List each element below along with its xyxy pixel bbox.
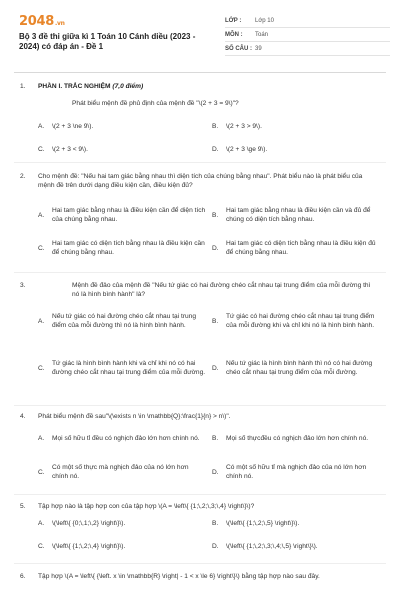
option-letter: A.: [38, 317, 45, 325]
question-stem: Mệnh đề đảo của mệnh đề "Nếu tứ giác có hai đường chéo cắt nhau tại trung điểm của mỗi đường thì nó là hình bình hành" là?: [72, 282, 371, 298]
option-b[interactable]: [212, 434, 380, 443]
option-text: Có một số hữu tỉ mà nghịch đảo của nó lớn hơn chính nó.: [226, 464, 367, 480]
option-text: \(\left\{ {1;\,2;\,4} \right\}\).: [52, 543, 126, 550]
option-text: Hai tam giác có diện tích bằng nhau là điều kiện đủ để chúng bằng nhau.: [226, 240, 376, 256]
option-letter: C.: [38, 146, 45, 153]
meta-row-class: [225, 14, 390, 28]
question-divider: [14, 272, 386, 273]
option-letter: A.: [38, 435, 45, 442]
question-number: 6.: [20, 573, 26, 580]
option-letter: B.: [212, 520, 219, 527]
option-b[interactable]: [212, 206, 380, 224]
option-b[interactable]: [212, 519, 380, 528]
meta-key: MÔN :: [225, 31, 243, 38]
site-logo[interactable]: [19, 14, 65, 29]
option-letter: C.: [38, 543, 45, 550]
option-letter: A.: [38, 211, 45, 219]
option-letter: B.: [212, 123, 219, 130]
option-b[interactable]: [212, 122, 372, 131]
section-points: (7,0 điểm): [112, 83, 144, 90]
question-number: 3.: [20, 282, 26, 289]
document-header: [0, 0, 400, 62]
option-a[interactable]: [38, 122, 198, 131]
option-letter: D.: [212, 364, 219, 372]
meta-key: SỐ CÂU :: [225, 45, 252, 52]
option-text: Tứ giác là hình bình hành khi và chỉ khi nó có hai đường chéo cắt nhau tại trung điểm của mỗi đường.: [52, 360, 206, 376]
option-text: \(\left\{ {1;\,2;\,5} \right\}\).: [226, 520, 300, 527]
option-c[interactable]: [38, 239, 208, 257]
question-stem: Phát biểu mệnh đề phủ định của mệnh đề "\(2 + 3 = 9\)"?: [72, 100, 239, 107]
option-b[interactable]: [212, 312, 380, 330]
question-stem: Tập hợp \(A = \left\{ {\left. x \in \mathbb{R} \right| - 1 < x \le 6} \right\}\) bằng tập hợp nào sau đây.: [38, 573, 320, 580]
section-title: PHẦN I. TRẮC NGHIỆM (7,0 điểm): [38, 83, 144, 90]
option-letter: D.: [212, 543, 219, 550]
option-text: \(2 + 3 > 9\).: [226, 123, 262, 130]
logo-text: 2048: [19, 14, 54, 29]
document-title: Bộ 3 đề thi giữa kì 1 Toán 10 Cánh diều (2023 - 2024) có đáp án - Đề 1: [19, 32, 196, 51]
option-letter: D.: [212, 468, 219, 476]
option-letter: C.: [38, 244, 45, 252]
option-c[interactable]: [38, 542, 198, 551]
meta-value: Lớp 10: [255, 17, 274, 24]
option-c[interactable]: [38, 145, 198, 154]
meta-row-count: [225, 42, 390, 56]
meta-table: [225, 14, 390, 56]
option-d[interactable]: [212, 239, 380, 257]
option-c[interactable]: [38, 359, 206, 377]
option-letter: C.: [38, 468, 45, 476]
question-divider: [14, 494, 386, 495]
option-text: Tứ giác có hai đường chéo cắt nhau tại trung điểm của mỗi đường khi và chỉ khi nó là hình bình hành.: [226, 313, 375, 329]
option-text: \(2 + 3 < 9\).: [52, 146, 88, 153]
question-divider: [14, 563, 386, 564]
question-stem: Cho mệnh đề: "Nếu hai tam giác bằng nhau thì diện tích của chúng bằng nhau". Phát biểu nào là phát biểu của mệnh đề trên dưới dạng điều kiện cần, điều kiện đủ?: [38, 173, 363, 189]
option-a[interactable]: [38, 312, 206, 330]
option-text: \(\left\{ {0;\,1;\,2} \right\}\).: [52, 520, 126, 527]
section-number: 1.: [20, 83, 26, 90]
option-text: Mọi số thựcđều có nghịch đảo lớn hơn chính nó.: [226, 435, 369, 442]
option-text: Hai tam giác bằng nhau là điều kiện cần để diện tích của chúng bằng nhau.: [52, 207, 206, 223]
option-text: \(2 + 3 \ge 9\).: [226, 146, 268, 153]
option-text: \(2 + 3 \ne 9\).: [52, 123, 94, 130]
option-letter: D.: [212, 146, 219, 153]
option-a[interactable]: [38, 519, 198, 528]
option-text: Mọi số hữu tỉ đều có nghịch đảo lớn hơn chính nó.: [52, 435, 200, 442]
question-number: 2.: [20, 173, 26, 180]
question-divider: [14, 405, 386, 406]
option-text: \(\left\{ {1;\,2;\,3;\,4;\,5} \right\}\).: [226, 543, 318, 550]
option-text: Có một số thực mà nghịch đảo của nó lớn hơn chính nó.: [52, 464, 189, 480]
option-letter: A.: [38, 520, 45, 527]
question-stem: Phát biểu mệnh đề sau"\(\exists n \in \mathbb{Q}:\frac{1}{n} > n\)".: [38, 413, 231, 420]
option-d[interactable]: [212, 359, 380, 377]
option-d[interactable]: [212, 463, 380, 481]
option-text: Nếu tứ giác là hình bình hành thì nó có hai đường chéo cắt nhau tại trung điểm của mỗi đường.: [226, 360, 373, 376]
option-d[interactable]: [212, 542, 380, 551]
option-letter: B.: [212, 211, 219, 219]
question-stem: Tập hợp nào là tập hợp con của tập hợp \(A = \left\{ {1;\,2;\,3;\,4} \right\}\)?: [38, 503, 255, 510]
option-letter: B.: [212, 317, 219, 325]
meta-value: Toán: [255, 31, 269, 38]
meta-value: 39: [255, 45, 262, 52]
option-a[interactable]: [38, 206, 208, 224]
option-letter: A.: [38, 123, 45, 130]
header-divider: [14, 72, 386, 73]
question-number: 4.: [20, 413, 26, 420]
option-d[interactable]: [212, 145, 372, 154]
option-letter: C.: [38, 364, 45, 372]
meta-key: LỚP :: [225, 17, 242, 24]
logo-suffix: .vn: [54, 20, 65, 27]
question-divider: [14, 162, 386, 163]
option-letter: D.: [212, 244, 219, 252]
option-text: Nếu tứ giác có hai đường chéo cắt nhau tại trung điểm của mỗi đường thì nó là hình bình hành.: [52, 313, 197, 329]
option-c[interactable]: [38, 463, 203, 481]
option-text: Hai tam giác có diện tích bằng nhau là điều kiện cần để chúng bằng nhau.: [52, 240, 205, 256]
option-text: Hai tam giác bằng nhau là điều kiện cần và đủ để chúng có diện tích bằng nhau.: [226, 207, 371, 223]
option-a[interactable]: [38, 434, 203, 443]
question-number: 5.: [20, 503, 26, 510]
meta-row-subject: [225, 28, 390, 42]
option-letter: B.: [212, 435, 219, 442]
